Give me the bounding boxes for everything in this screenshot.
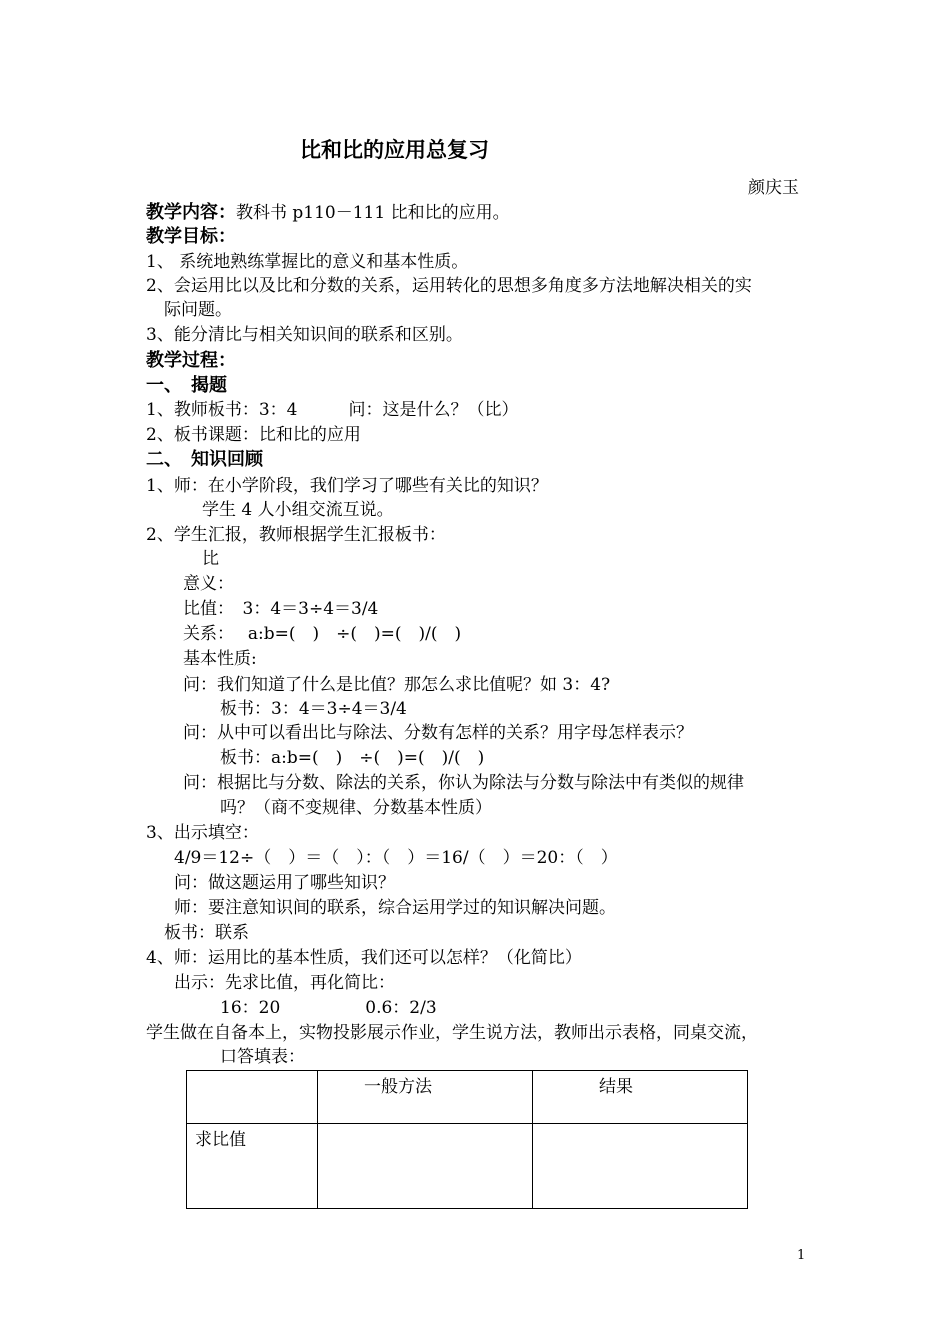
- section2-line: 问：做这题运用了哪些知识？: [174, 873, 395, 893]
- section2-line: 4、师：运用比的基本性质，我们还可以怎样？（化简比）: [146, 948, 582, 968]
- section2-line: 意义：: [183, 574, 234, 594]
- section2-line: 2、学生汇报，教师根据学生汇报板书：: [146, 525, 446, 545]
- section2-line: 板书：联系: [164, 923, 249, 943]
- section2-line: 吗？（商不变规律、分数基本性质）: [220, 798, 492, 818]
- table-header-cell: 一般方法: [318, 1071, 533, 1124]
- section2-heading: 二、 知识回顾: [146, 449, 263, 470]
- page-number: 1: [797, 1248, 806, 1263]
- section2-line: 3、出示填空：: [146, 823, 259, 843]
- section1-heading: 一、 揭题: [146, 375, 227, 396]
- goals-heading: 教学目标：: [146, 226, 236, 247]
- table-cell: [533, 1124, 748, 1209]
- section2-line: 板书：a:b=( ) ÷( )=( )/( ): [220, 748, 485, 768]
- goal-line: 1、 系统地熟练掌握比的意义和基本性质。: [146, 252, 469, 272]
- table-cell: 求比值: [187, 1124, 318, 1209]
- goal-line: 2、会运用比以及比和分数的关系，运用转化的思想多角度多方法地解决相关的实: [146, 276, 752, 296]
- section2-line: 学生 4 人小组交流互说。: [202, 500, 394, 520]
- section2-line: 问：我们知道了什么是比值？那怎么求比值呢？如 3：4?: [183, 675, 611, 695]
- content-text: 教科书 p110－111 比和比的应用。: [236, 203, 510, 223]
- table-cell: [318, 1124, 533, 1209]
- section2-line: 板书：3：4＝3÷4＝3/4: [220, 699, 407, 719]
- table-header-cell: 结果: [533, 1071, 748, 1124]
- content-line: [146, 201, 510, 225]
- table-header-row: [187, 1071, 748, 1124]
- section1-line: 1、教师板书：3：4 问：这是什么？（比）: [146, 400, 519, 420]
- fill-in-table: [186, 1070, 748, 1209]
- content-label: 教学内容：: [146, 202, 236, 223]
- section1-line: 2、板书课题：比和比的应用: [146, 425, 361, 445]
- section2-line: 1、师：在小学阶段，我们学习了哪些有关比的知识？: [146, 476, 548, 496]
- author: 颜庆玉: [748, 178, 799, 198]
- goal-line: 际问题。: [164, 300, 232, 320]
- section2-line: 问：根据比与分数、除法的关系，你认为除法与分数与除法中有类似的规律: [183, 773, 744, 793]
- section2-line: 比值： 3：4＝3÷4＝3/4: [183, 599, 379, 619]
- section2-line: 比: [202, 549, 219, 569]
- process-heading: 教学过程：: [146, 350, 236, 371]
- section2-line: 关系： a:b=( ) ÷( )=( )/( ): [183, 624, 462, 644]
- section2-line: 师：要注意知识间的联系，综合运用学过的知识解决问题。: [174, 898, 616, 918]
- section2-line: 基本性质:: [183, 649, 257, 669]
- table-header-cell: [187, 1071, 318, 1124]
- table-row: [187, 1124, 748, 1209]
- section2-line: 16：20 0.6：2/3: [220, 998, 437, 1018]
- section2-line: 口答填表：: [220, 1047, 305, 1067]
- section2-line: 4/9＝12÷（ ）＝（ ）：（ ）＝16/（ ）＝20：（ ）: [174, 848, 618, 868]
- section2-line: 出示：先求比值，再化简比：: [174, 973, 395, 993]
- page-title: 比和比的应用总复习: [300, 138, 489, 162]
- section2-line: 问：从中可以看出比与除法、分数有怎样的关系？用字母怎样表示？: [183, 723, 693, 743]
- section2-line: 学生做在自备本上，实物投影展示作业，学生说方法，教师出示表格，同桌交流，: [146, 1023, 758, 1043]
- goal-line: 3、能分清比与相关知识间的联系和区别。: [146, 325, 463, 345]
